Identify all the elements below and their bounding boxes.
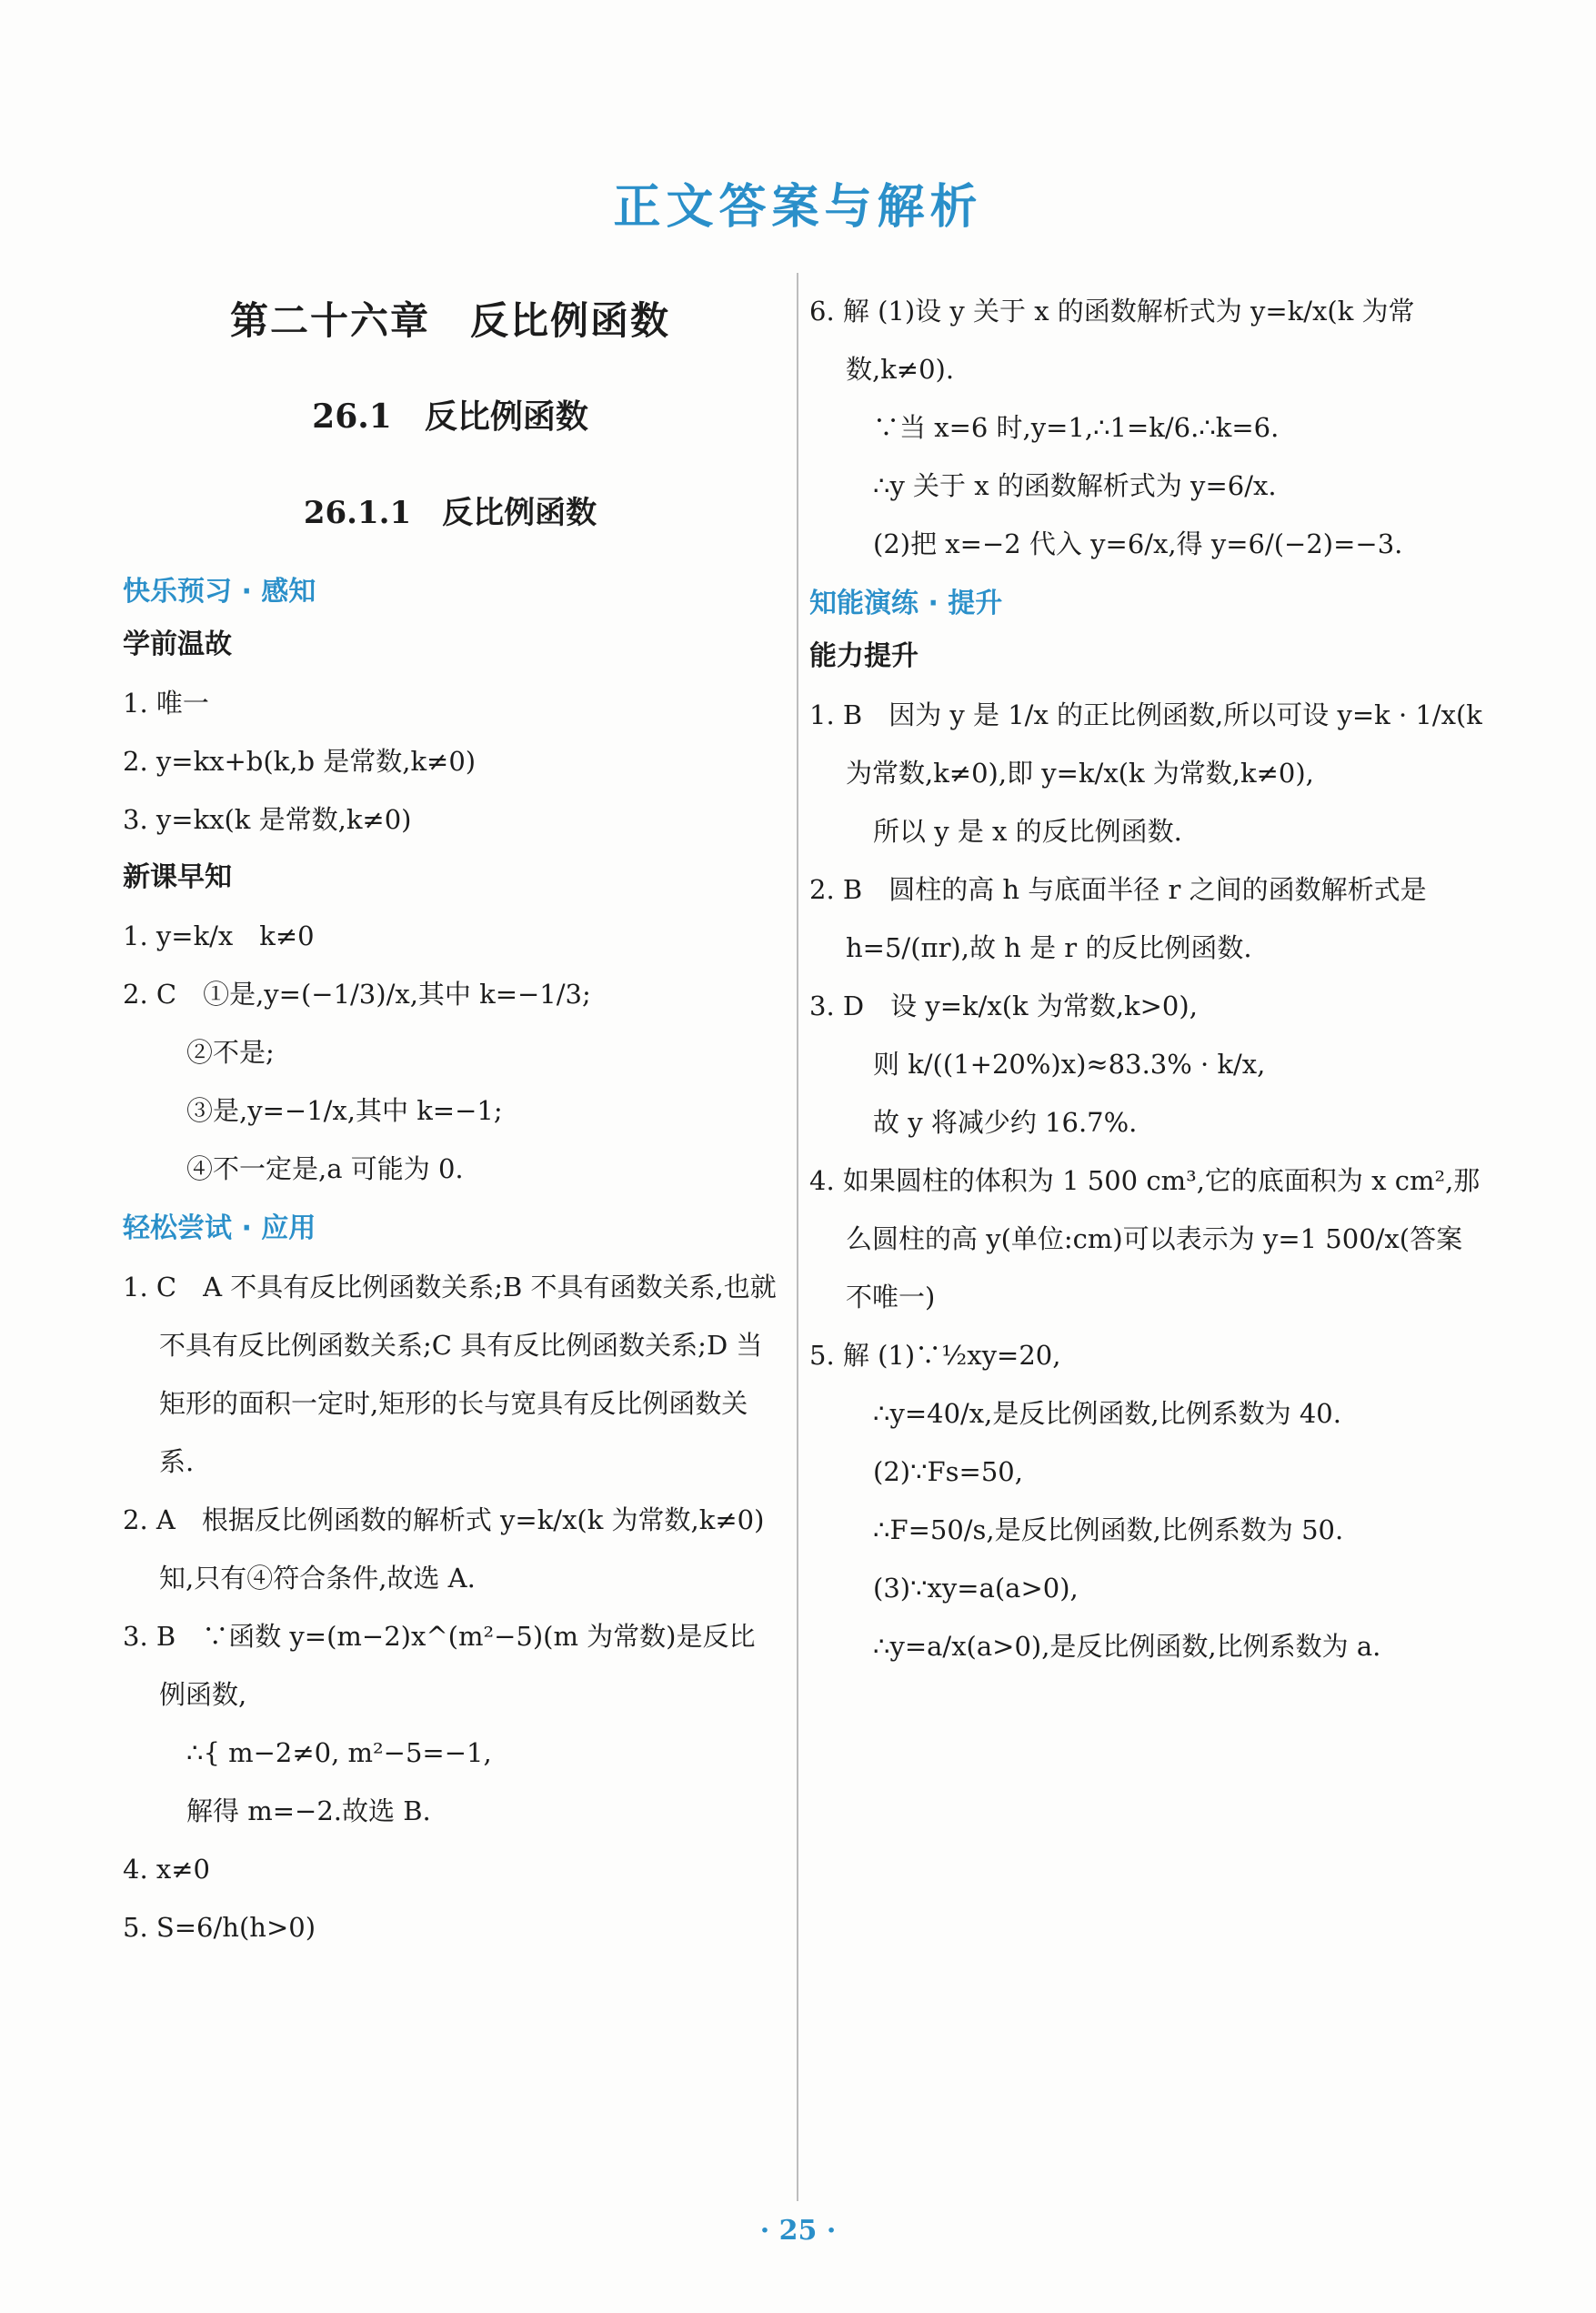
answer-line: 4. 如果圆柱的体积为 1 500 cm³,它的底面积为 x cm²,那么圆柱的高 y(单位:cm)可以表示为 y=1 500/x(答案不唯一) bbox=[809, 1165, 1481, 1312]
answer-line: 1. y=k/x k≠0 bbox=[123, 920, 315, 951]
answer-line: 2. y=kx+b(k,b 是常数,k≠0) bbox=[123, 746, 477, 777]
answer-line: 1. B 因为 y 是 1/x 的正比例函数,所以可设 y=k · 1/x(k 为常数,k≠0),即 y=k/x(k 为常数,k≠0), bbox=[809, 699, 1482, 789]
answer-line: 3. D 设 y=k/x(k 为常数,k>0), bbox=[809, 991, 1198, 1021]
answer-line: 3. B ∵函数 y=(m−2)x^(m²−5)(m 为常数)是反比例函数, bbox=[123, 1621, 756, 1710]
answer-line: 2. B 圆柱的高 h 与底面半径 r 之间的函数解析式是 h=5/(πr),故 h 是 r 的反比例函数. bbox=[809, 874, 1427, 963]
answer-line: ④不一定是,a 可能为 0. bbox=[186, 1153, 464, 1184]
block-heading-preview: 快乐预习 · 感知 bbox=[123, 576, 316, 608]
answer-line: (2)∵Fs=50, bbox=[873, 1456, 1023, 1487]
answer-line: ∴{ m−2≠0, m²−5=−1, bbox=[186, 1737, 492, 1768]
subsection-title: 26.1.1 反比例函数 bbox=[303, 495, 597, 531]
block-heading-apply: 轻松尝试 · 应用 bbox=[123, 1212, 316, 1244]
sub-heading-ability: 能力提升 bbox=[809, 640, 918, 672]
page-number: · 25 · bbox=[759, 2215, 837, 2247]
answer-line: 所以 y 是 x 的反比例函数. bbox=[873, 816, 1182, 847]
answer-line: 则 k/((1+20%)x)≈83.3% · k/x, bbox=[873, 1049, 1266, 1080]
answer-line: 3. y=kx(k 是常数,k≠0) bbox=[123, 804, 412, 835]
answer-line: 故 y 将减少约 16.7%. bbox=[873, 1107, 1138, 1138]
answer-line: 解得 m=−2.故选 B. bbox=[186, 1795, 431, 1826]
answer-line: ∴y 关于 x 的函数解析式为 y=6/x. bbox=[873, 470, 1277, 501]
answer-line: 5. S=6/h(h>0) bbox=[123, 1912, 316, 1943]
answer-line: ③是,y=−1/x,其中 k=−1; bbox=[186, 1095, 503, 1126]
left-column bbox=[123, 282, 778, 1956]
column-divider bbox=[797, 273, 798, 2201]
answer-line: ∵当 x=6 时,y=1,∴1=k/6.∴k=6. bbox=[873, 412, 1280, 443]
sub-heading-new-lesson: 新课早知 bbox=[123, 861, 232, 893]
answer-line: 5. 解 (1)∵½xy=20, bbox=[809, 1340, 1061, 1371]
answer-line: 2. C ①是,y=(−1/3)/x,其中 k=−1/3; bbox=[123, 979, 591, 1010]
block-heading-practice: 知能演练 · 提升 bbox=[809, 588, 1003, 619]
answer-line: ∴F=50/s,是反比例函数,比例系数为 50. bbox=[873, 1514, 1344, 1545]
answer-line: 6. 解 (1)设 y 关于 x 的函数解析式为 y=k/x(k 为常数,k≠0). bbox=[809, 296, 1415, 385]
answer-line: ②不是; bbox=[186, 1037, 275, 1068]
answer-line: 4. x≠0 bbox=[123, 1854, 210, 1885]
page-title: 正文答案与解析 bbox=[613, 179, 983, 235]
section-title: 26.1 反比例函数 bbox=[312, 397, 588, 436]
answer-line: 1. 唯一 bbox=[123, 688, 209, 719]
answer-line: (3)∵xy=a(a>0), bbox=[873, 1573, 1079, 1604]
chapter-title: 第二十六章 反比例函数 bbox=[229, 298, 670, 343]
answer-line: 1. C A 不具有反比例函数关系;B 不具有函数关系,也就不具有反比例函数关系;C 具有反比例函数关系;D 当矩形的面积一定时,矩形的长与宽具有反比例函数关系. bbox=[123, 1272, 777, 1477]
sub-heading-review: 学前温故 bbox=[123, 629, 232, 660]
answer-line: ∴y=40/x,是反比例函数,比例系数为 40. bbox=[873, 1398, 1341, 1429]
right-column bbox=[809, 282, 1482, 1675]
answer-line: ∴y=a/x(a>0),是反比例函数,比例系数为 a. bbox=[873, 1631, 1381, 1662]
answer-line: 2. A 根据反比例函数的解析式 y=k/x(k 为常数,k≠0)知,只有④符合条件,故选 A. bbox=[123, 1504, 765, 1594]
answer-line: (2)把 x=−2 代入 y=6/x,得 y=6/(−2)=−3. bbox=[873, 528, 1403, 559]
